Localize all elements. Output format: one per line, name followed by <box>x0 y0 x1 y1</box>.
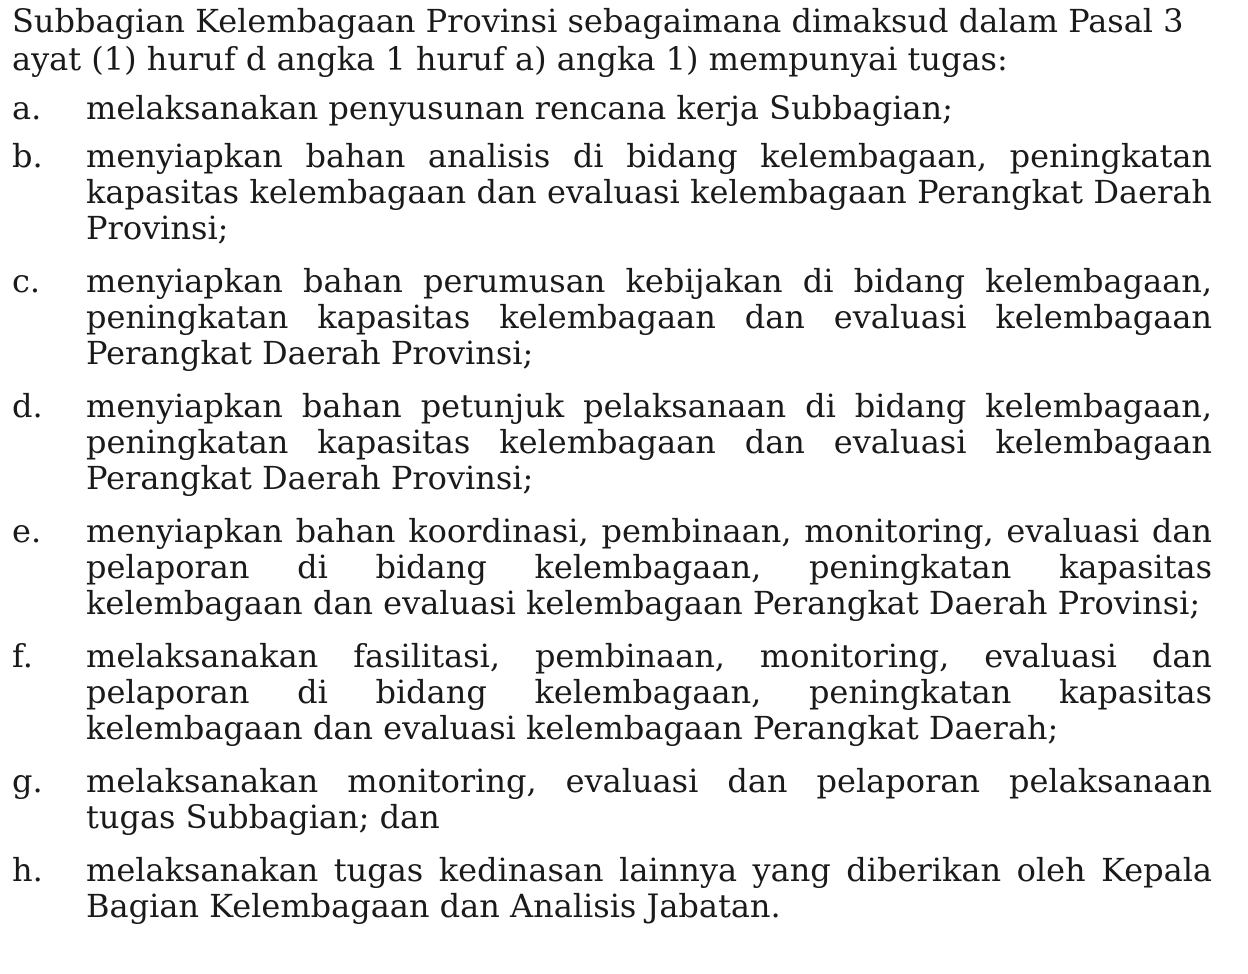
list-item-marker: c. <box>12 262 41 300</box>
duty-list <box>12 90 1212 924</box>
list-item <box>12 90 1212 126</box>
list-item-marker: g. <box>12 762 43 800</box>
list-item-text: melaksanakan monitoring, evaluasi dan pelaporan pelaksanaan tugas Subbagian; dan <box>86 762 1212 836</box>
list-item-marker: a. <box>12 89 42 127</box>
list-item-text: melaksanakan penyusunan rencana kerja Subbagian; <box>86 89 953 127</box>
list-item-marker: d. <box>12 387 43 425</box>
list-item-marker: f. <box>12 637 33 675</box>
list-item <box>12 638 1212 746</box>
list-item <box>12 138 1212 246</box>
list-item-marker: e. <box>12 512 42 550</box>
list-item-marker: h. <box>12 851 43 889</box>
list-item <box>12 852 1212 924</box>
list-item-text: melaksanakan fasilitasi, pembinaan, monitoring, evaluasi dan pelaporan di bidang kelembagaan, peningkatan kapasitas kelembagaan dan evaluasi kelembagaan Perangkat Daerah; <box>86 637 1212 747</box>
list-item-text: melaksanakan tugas kedinasan lainnya yang diberikan oleh Kepala Bagian Kelembagaan dan Analisis Jabatan. <box>86 851 1212 925</box>
intro-paragraph: Subbagian Kelembagaan Provinsi sebagaimana dimaksud dalam Pasal 3 ayat (1) huruf d angka 1 huruf a) angka 1) mempunyai tugas: <box>12 2 1184 78</box>
list-item <box>12 388 1212 496</box>
list-item <box>12 513 1212 621</box>
list-item <box>12 263 1212 371</box>
list-item-text: menyiapkan bahan petunjuk pelaksanaan di bidang kelembagaan, peningkatan kapasitas kelembagaan dan evaluasi kelembagaan Perangkat Daerah Provinsi; <box>86 387 1212 497</box>
list-item <box>12 763 1212 835</box>
document-page <box>12 0 1212 924</box>
list-item-text: menyiapkan bahan koordinasi, pembinaan, monitoring, evaluasi dan pelaporan di bidang kelembagaan, peningkatan kapasitas kelembagaan dan evaluasi kelembagaan Perangkat Daerah Provinsi; <box>86 512 1212 622</box>
list-item-text: menyiapkan bahan perumusan kebijakan di bidang kelembagaan, peningkatan kapasitas kelembagaan dan evaluasi kelembagaan Perangkat Daerah Provinsi; <box>86 262 1212 372</box>
list-item-marker: b. <box>12 137 43 175</box>
list-item-text: menyiapkan bahan analisis di bidang kelembagaan, peningkatan kapasitas kelembagaan dan evaluasi kelembagaan Perangkat Daerah Provinsi; <box>86 137 1212 247</box>
